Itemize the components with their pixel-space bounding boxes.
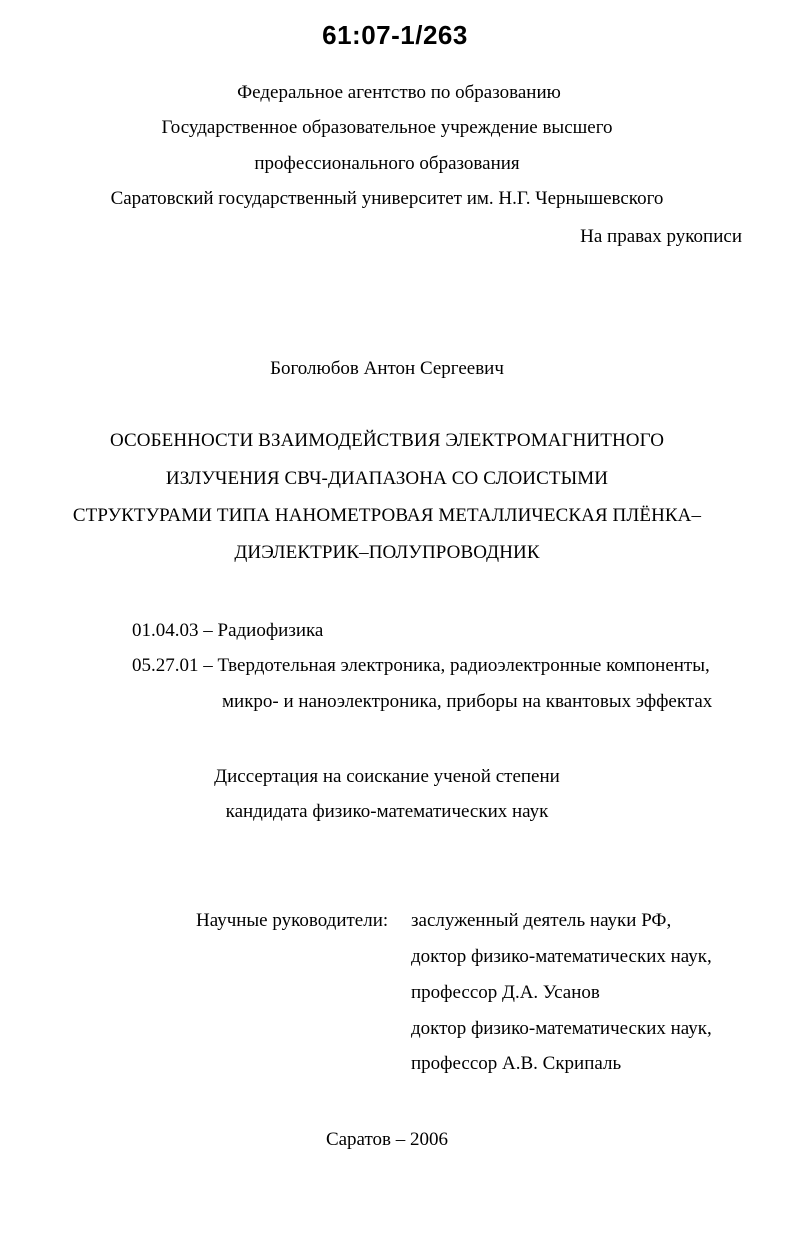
agency-name: Федеральное агентство по образованию <box>237 82 561 103</box>
supervisor-line-1: заслуженный деятель науки РФ, <box>411 910 672 931</box>
city-year: Саратов – 2006 <box>325 1129 449 1150</box>
degree-line-1: Диссертация на соискание ученой степени <box>214 766 560 787</box>
specialty-2-continuation: микро- и наноэлектроника, приборы на квантовых эффектах <box>222 691 713 712</box>
institution-line-1: Государственное образовательное учреждение высшего <box>161 117 613 138</box>
supervisor-line-4: доктор физико-математических наук, <box>411 1018 712 1039</box>
supervisors-label: Научные руководители: <box>196 910 389 931</box>
degree-line-2: кандидата физико-математических наук <box>225 801 549 822</box>
manuscript-note: На правах рукописи <box>580 226 742 247</box>
supervisor-line-2: доктор физико-математических наук, <box>411 946 712 967</box>
author-name: Боголюбов Антон Сергеевич <box>270 358 504 379</box>
thesis-title-line-4: ДИЭЛЕКТРИК–ПОЛУПРОВОДНИК <box>234 542 540 563</box>
library-code: 61:07-1/263 <box>322 20 468 50</box>
specialty-2: 05.27.01 – Твердотельная электроника, радиоэлектронные компоненты, <box>132 655 710 676</box>
thesis-title-line-1: ОСОБЕННОСТИ ВЗАИМОДЕЙСТВИЯ ЭЛЕКТРОМАГНИТНОГО <box>109 430 665 451</box>
specialty-1: 01.04.03 – Радиофизика <box>132 620 324 641</box>
thesis-title-line-2: ИЗЛУЧЕНИЯ СВЧ-ДИАПАЗОНА СО СЛОИСТЫМИ <box>165 468 609 489</box>
institution-line-2: профессионального образования <box>254 153 520 174</box>
supervisor-line-5: профессор А.В. Скрипаль <box>411 1053 622 1074</box>
thesis-title-line-3: СТРУКТУРАМИ ТИПА НАНОМЕТРОВАЯ МЕТАЛЛИЧЕСКАЯ ПЛЁНКА– <box>72 505 702 526</box>
university-name: Саратовский государственный университет им. Н.Г. Чернышевского <box>110 188 664 209</box>
supervisor-line-3: профессор Д.А. Усанов <box>411 982 600 1003</box>
